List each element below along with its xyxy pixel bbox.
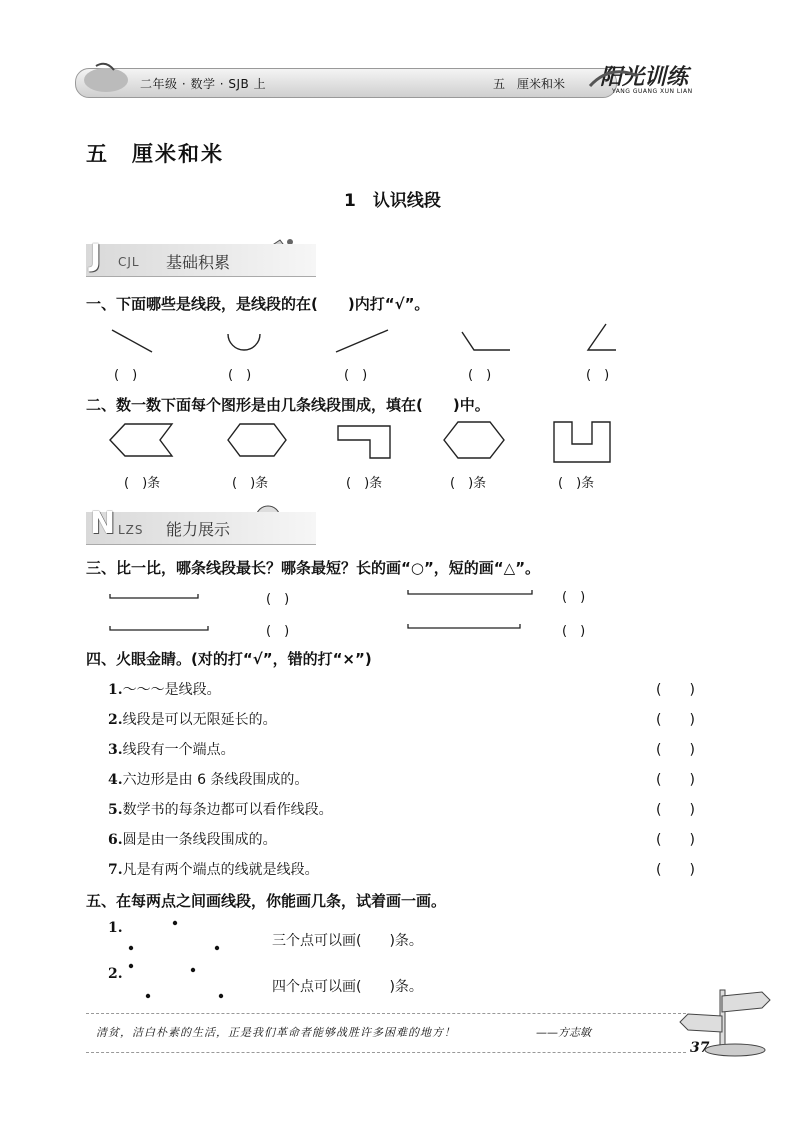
q2-blank[interactable]: ( )条 (346, 476, 383, 491)
q4-answer-blank[interactable]: ( ) (656, 862, 695, 878)
q1-fig-arc (228, 334, 260, 350)
page-number: 37 (690, 1040, 710, 1056)
q5-item-number: 1. (108, 920, 123, 936)
q2-fig-l-shape (338, 426, 390, 458)
q3-blank[interactable]: ( ) (266, 592, 290, 607)
banner2-letter: N (90, 506, 116, 541)
q5-dot (191, 968, 195, 972)
q4-item: 4.六边形是由 6 条线段围成的。 (108, 772, 309, 788)
banner2-text: 能力展示 (166, 520, 231, 539)
q3-blank[interactable]: ( ) (562, 624, 586, 639)
banner1-code: CJL (118, 255, 140, 269)
q3-seg-4 (408, 624, 520, 628)
q2-fig-hexagon (228, 424, 286, 456)
q1-fig-bent (462, 332, 510, 350)
header-grade-subject: 二年级 · 数学 · SJB 上 (140, 77, 267, 91)
q1-figures (112, 324, 616, 352)
q2-title: 二、数一数下面每个图形是由几条线段围成，填在( )中。 (86, 396, 490, 414)
q1-blank[interactable]: ( ) (344, 368, 368, 383)
q3-seg-1 (110, 594, 198, 598)
q4-item: 7.凡是有两个端点的线就是线段。 (108, 862, 319, 878)
brand-logo-sub: YANG GUANG XUN LIAN (612, 88, 693, 95)
q2-fig-u-shape (554, 422, 610, 462)
q4-answer-blank[interactable]: ( ) (656, 832, 695, 848)
brand-logo: 阳光训练 (600, 65, 689, 90)
q5-item-number: 2. (108, 966, 123, 982)
q1-fig-segment (112, 330, 152, 352)
logo-swoosh-icon (590, 72, 638, 86)
q4-item: 1.～～～是线段。 (108, 682, 221, 698)
q5-dot (173, 921, 177, 925)
banner2-code: LZS (118, 523, 144, 537)
q2-fig-hexagon-2 (444, 422, 504, 458)
q4-answer-blank[interactable]: ( ) (656, 712, 695, 728)
q1-blank[interactable]: ( ) (586, 368, 610, 383)
q3-seg-3 (110, 626, 208, 630)
q5-item-text: 四个点可以画( )条。 (272, 979, 423, 995)
q1-title: 一、下面哪些是线段，是线段的在( )内打“√”。 (86, 295, 430, 313)
footer-quote: 清贫，洁白朴素的生活，正是我们革命者能够战胜许多困难的地方！ (96, 1026, 456, 1039)
q5-dot (146, 994, 150, 998)
q5-dots (129, 921, 223, 998)
lesson-title: 1 认识线段 (344, 191, 441, 211)
q4-item: 5.数学书的每条边都可以看作线段。 (108, 802, 333, 818)
q2-blank[interactable]: ( )条 (558, 476, 595, 491)
q4-item: 2.线段是可以无限延长的。 (108, 712, 277, 728)
q4-item: 6.圆是由一条线段围成的。 (108, 832, 277, 848)
q2-figures (110, 422, 610, 462)
q3-blank[interactable]: ( ) (562, 590, 586, 605)
q2-blank[interactable]: ( )条 (232, 476, 269, 491)
q5-dot (215, 946, 219, 950)
q2-blank[interactable]: ( )条 (124, 476, 161, 491)
q4-title: 四、火眼金睛。(对的打“√”，错的打“×”) (86, 650, 372, 668)
q1-fig-segment-2 (336, 330, 388, 352)
header-section: 五 厘米和米 (493, 77, 566, 91)
q5-dot (129, 946, 133, 950)
q4-answer-blank[interactable]: ( ) (656, 772, 695, 788)
footer-author: ——方志敏 (536, 1026, 591, 1039)
q3-segments (110, 590, 532, 630)
banner1-letter: J (90, 238, 102, 273)
q5-dot (219, 994, 223, 998)
q3-seg-2 (408, 590, 532, 594)
q3-title: 三、比一比，哪条线段最长？哪条最短？长的画“○”，短的画“△”。 (86, 559, 541, 577)
q1-blank[interactable]: ( ) (228, 368, 252, 383)
chapter-title: 五 厘米和米 (86, 142, 224, 166)
q5-title: 五、在每两点之间画线段，你能画几条，试着画一画。 (86, 892, 447, 910)
q2-fig-arrow-shape (110, 424, 172, 456)
q1-blank[interactable]: ( ) (468, 368, 492, 383)
q1-fig-angle (588, 324, 616, 350)
q3-blank[interactable]: ( ) (266, 624, 290, 639)
q5-dot (129, 964, 133, 968)
q4-answer-blank[interactable]: ( ) (656, 682, 695, 698)
q4-item: 3.线段有一个端点。 (108, 742, 235, 758)
banner1-text: 基础积累 (166, 253, 231, 272)
q1-blank[interactable]: ( ) (114, 368, 138, 383)
q4-answer-blank[interactable]: ( ) (656, 742, 695, 758)
q2-blank[interactable]: ( )条 (450, 476, 487, 491)
header-leaf-icon (84, 64, 128, 92)
q4-answer-blank[interactable]: ( ) (656, 802, 695, 818)
q5-item-text: 三个点可以画( )条。 (272, 933, 423, 949)
